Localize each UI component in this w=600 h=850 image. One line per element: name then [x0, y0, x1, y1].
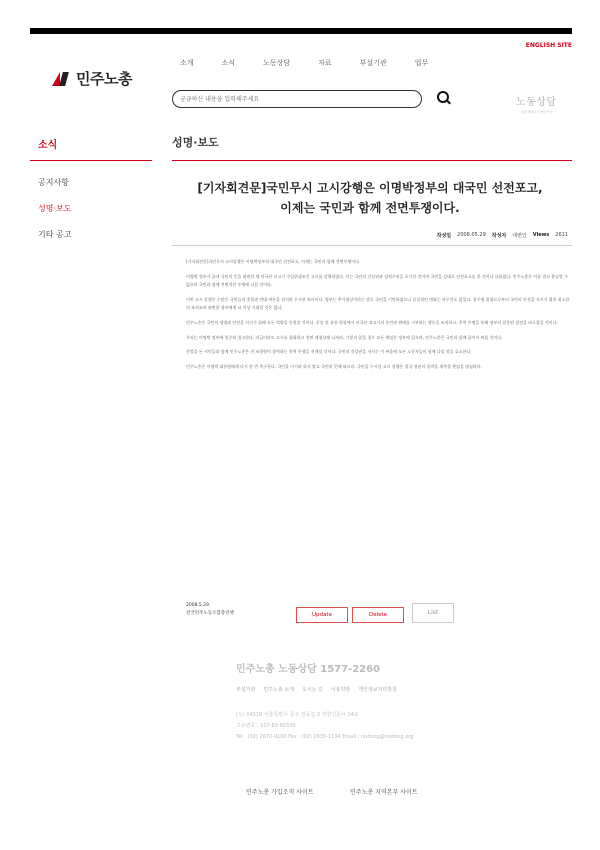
nav-item-counsel[interactable]: 노동상담 — [263, 59, 291, 67]
logo-text: 민주노총 — [76, 70, 132, 88]
article-paragraph: [기자회견문]국민무시 고시강행은 이명박정부의 대국민 선전포고, 이제는 국민과 함께 전면투쟁이다. — [186, 259, 361, 264]
list-button[interactable]: List — [412, 603, 454, 623]
author-label: 작성자 — [491, 233, 507, 239]
sidebar-title: 소식 — [38, 140, 58, 151]
search-input[interactable] — [172, 90, 422, 108]
logo[interactable] — [52, 68, 132, 89]
article-paragraph: 이명박 정부가 끝내 국민의 뜻을 외면한 채 미국산 쇠고기 수입위생조건 고시를 강행하였다. 이는 국민의 건강권과 검역주권을 포기한 것이며 국민을 상대로 선전포고를 한 것이나 다름없다. 민주노총은 이를 결코 용납할 수 없으며 국민과 함께 전면적인 투쟁에 나설 것이다. — [186, 273, 569, 288]
sidebar-item-notice[interactable]: 공지사항 — [38, 178, 69, 187]
main-divider — [172, 160, 572, 161]
footer-link[interactable]: 오시는 길 — [301, 687, 323, 693]
article-paragraph: 민주노총은 국민의 생명과 안전을 지키기 위해 모든 역량을 동원할 것이다. 운송 및 유통 현장에서 미국산 쇠고기의 운반과 판매를 거부하는 행동을 조직하고, 총력 투쟁을 통해 정부의 잘못된 결정을 바로잡을 것이다. — [186, 319, 558, 325]
counsel-link[interactable] — [516, 90, 557, 114]
article-views: 2611 — [555, 232, 568, 238]
search-icon[interactable] — [436, 90, 452, 106]
page-title: 성명·보도 — [172, 136, 219, 149]
footer-link[interactable]: 개인정보처리방침 — [358, 687, 397, 693]
article-meta — [437, 232, 568, 239]
search-placeholder: 궁금하신 내용을 입력해주세요 — [180, 96, 260, 103]
top-bar — [30, 28, 572, 34]
footer-registration: 고유번호 : 107-82-60330 — [236, 723, 296, 729]
logo-mark-icon — [52, 71, 72, 87]
main-nav — [180, 58, 456, 68]
meta-divider — [172, 245, 572, 246]
article-paragraph: 우리는 이명박 정부에 엄중히 경고한다. 지금이라도 고시를 철회하고 전면 재협상에 나서라. 그렇지 않을 경우 모든 책임은 정부에 있으며, 민주노총은 국민과 함께 끝까지 싸울 것이다. — [186, 334, 503, 340]
article-paragraph: 이번 고시 강행은 수많은 국민들의 촛불과 반대 여론을 철저히 무시한 처사이다. 정부는 추가협상이라는 말로 국민을 기만하였으나 실질적인 변화는 아무것도 없었다. 광우병 위험으로부터 국민의 안전을 지키기 위한 최소한의 조치조차 외면한 정부에게 더 이상 기대할 것은 없다. — [186, 296, 570, 311]
footer-phone: 민주노총 노동상담 1577-2260 — [236, 664, 381, 675]
sign-org: 전국민주노동조합총연맹 — [186, 611, 234, 616]
nav-item-affiliates[interactable]: 부설기관 — [359, 59, 387, 67]
footer-link[interactable]: 부설기관 — [236, 687, 256, 693]
nav-item-archive[interactable]: 자료 — [318, 59, 332, 67]
footer-address-line: (우) 04518 서울특별시 중구 정동길 3 경향신문사 14층 — [236, 712, 359, 718]
english-site-link[interactable]: ENGLISH SITE — [525, 42, 572, 49]
article-headline — [180, 178, 560, 218]
article-author: 대변인 — [512, 233, 527, 239]
counsel-title: 노동상담 — [516, 97, 557, 108]
footer-address — [236, 710, 413, 743]
article-paragraph: 민주노총은 이명박 대통령에게 다시 한 번 촉구한다. 국민을 이기려 하지 말고 국민의 뜻에 따르라. 국민을 무시한 고시 강행은 결국 정권의 몰락을 재촉할 뿐임을 명심하라. — [186, 363, 482, 369]
article-body — [186, 258, 570, 377]
nav-item-intro[interactable]: 소개 — [180, 59, 194, 67]
update-button[interactable]: Update — [296, 607, 348, 623]
headline-line-1: [기자회견문]국민무시 고시강행은 이명박정부의 대국민 선전포고, — [197, 181, 543, 195]
nav-item-news[interactable]: 소식 — [221, 59, 236, 67]
member-sites-link[interactable]: 민주노총 가입조직 사이트 — [246, 789, 314, 796]
article-date: 2008.05.29 — [457, 232, 486, 238]
footer-links — [236, 686, 397, 693]
delete-button[interactable]: Delete — [352, 607, 404, 623]
footer-link[interactable]: 민주노총 소개 — [263, 687, 294, 693]
sidebar-item-statements[interactable]: 성명·보도 — [38, 204, 72, 213]
sign-date: 2008.5.29. — [186, 603, 211, 608]
regional-sites-link[interactable]: 민주노총 지역본부 사이트 — [350, 789, 418, 796]
article-signature — [186, 602, 234, 618]
article-paragraph: 촛불을 든 시민들과 함께 민주노총은 전 조합원이 참여하는 총력 투쟁을 전개할 것이다. 국민의 건강권을 지키는 이 싸움에 모든 노동자들이 함께 나설 것을 호소한다. — [186, 349, 472, 355]
counsel-subtitle: 민원 상담하기 바로가기 — [520, 110, 552, 114]
date-label: 작성일 — [436, 233, 452, 239]
nav-item-work[interactable]: 업무 — [414, 59, 429, 67]
views-label: Views — [532, 232, 550, 238]
footer-contact: Tel : (02) 2670-9100 Fax : (02) 2635-1134 Email : nodong@nodong.org — [236, 734, 414, 740]
sidebar-divider — [30, 160, 152, 161]
headline-line-2: 이제는 국민과 함께 전면투쟁이다. — [280, 201, 460, 215]
sidebar-item-other[interactable]: 기타 공고 — [38, 230, 72, 239]
footer-link[interactable]: 이용약관 — [330, 687, 351, 693]
